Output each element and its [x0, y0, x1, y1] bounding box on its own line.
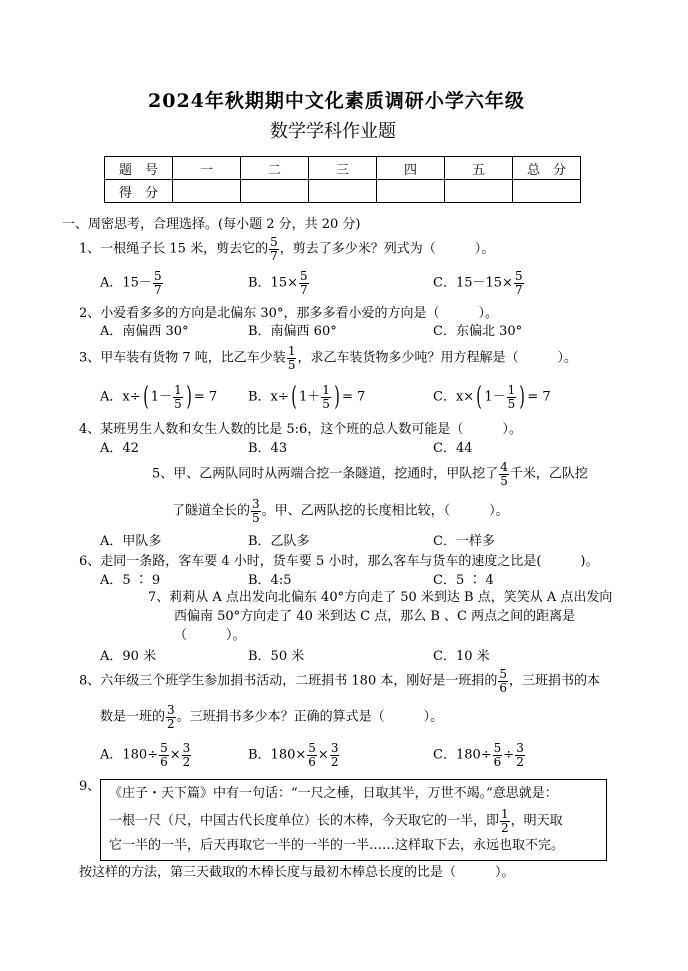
quote-line-3: 它一半的一半，后天再取它一半的一半的一半……这样取下去，永远也取不完。: [109, 838, 565, 853]
table-cell: 得 分: [105, 180, 173, 203]
q2-option-c: C．东偏北 30°: [433, 324, 523, 339]
page-title: 2024年秋期期中文化素质调研小学六年级: [148, 90, 525, 112]
table-cell: 二: [241, 157, 309, 180]
q8-option-c: C．180÷ $\frac{5}{6}$ ÷ $\frac{3}{2}$: [433, 741, 524, 769]
question-8-line2: 数是一班的 $\frac{3}{2}$ 。三班捐书多少本？正确的算式是（ ）。: [100, 703, 444, 731]
table-cell: 总 分: [513, 157, 581, 180]
q5-option-c: C．一样多: [433, 534, 495, 549]
score-cell: [513, 180, 581, 203]
section-heading: 一、周密思考，合理选择。(每小题 2 分，共 20 分): [62, 217, 361, 232]
score-table-header-row: [105, 157, 581, 180]
table-cell: 三: [309, 157, 377, 180]
question-7-line2: 西偏南 50°方向走了 40 米到达 C 点，那么 B 、C 两点之间的距离是: [174, 609, 576, 624]
question-8: 8、六年级三个班学生参加捐书活动，二班捐书 180 本，刚好是一班捐的 $\frac{5}{6}$ ，三班捐书的本: [79, 667, 601, 695]
question-7-line3: （ ）。: [174, 628, 246, 643]
q8-option-a: A．180÷ $\frac{5}{6}$ × $\frac{3}{2}$: [100, 741, 191, 769]
score-cell: [377, 180, 445, 203]
question-5: 5、甲、乙两队同时从两端合挖一条隧道，挖通时，甲队挖了 $\frac{4}{5}$ 千米，乙队挖: [152, 460, 588, 488]
question-4: 4、某班男生人数和女生人数的比是 5:6，这个班的总人数可能是（ ）。: [79, 422, 522, 437]
score-table: [104, 156, 581, 203]
table-cell: 题 号: [105, 157, 173, 180]
question-7: 7、莉莉从 A 点出发向北偏东 40°方向走了 50 米到达 B 点，笑笑从 A 点出发向: [148, 590, 613, 605]
fraction: $\frac{5}{7}$: [270, 235, 278, 263]
question-3: 3、甲车装有货物 7 吨，比乙车少装 $\frac{1}{5}$ ，求乙车装货物多少吨？用方程解是（ ）。: [79, 344, 577, 372]
q8-option-b: B．180× $\frac{5}{6}$ × $\frac{3}{2}$: [248, 741, 339, 769]
question-2: 2、小爱看多多的方向是北偏东 30°，那多多看小爱的方向是（ ）。: [79, 306, 498, 321]
q2-option-b: B．南偏西 60°: [248, 324, 337, 339]
question-9-text: 按这样的方法，第三天截取的木棒长度与最初木棒总长度的比是（ ）。: [79, 865, 515, 880]
q7-option-c: C．10 米: [433, 649, 490, 664]
question-5-line2: 了隧道全长的 $\frac{3}{5}$ 。甲、乙两队挖的长度相比较，（ ）。: [172, 497, 509, 525]
table-cell: 四: [377, 157, 445, 180]
score-cell: [173, 180, 241, 203]
quote-line-2: 一根一尺（尺，中国古代长度单位）长的木棒，今天取它的一半，即 $\frac{1}{2}$ ，明天取: [109, 807, 563, 835]
quote-line-1: 《庄子・天下篇》中有一句话：“一尺之棰，日取其半，万世不竭。”意思就是：: [109, 786, 558, 801]
question-6: 6、走同一条路，客车要 4 小时，货车要 5 小时，那么客车与货车的速度之比是( )。: [79, 554, 599, 569]
q1-option-b: B．15× $\frac{5}{7}$: [248, 269, 308, 297]
q1-text-end: ，剪去了多少米？列式为（ ）。: [279, 241, 495, 257]
q1-option-a: A．15－ $\frac{5}{7}$: [100, 269, 162, 297]
q7-option-b: B．50 米: [248, 649, 305, 664]
q1-text: 1、一根绳子长 15 米，剪去它的: [79, 241, 269, 257]
question-1: [79, 236, 494, 262]
q2-option-a: A．南偏西 30°: [100, 324, 189, 339]
q4-option-a: A．42: [100, 441, 139, 456]
q4-option-b: B．43: [248, 441, 288, 456]
table-cell: 五: [445, 157, 513, 180]
q5-option-a: A．甲队多: [100, 534, 162, 549]
q3-option-b: B．x÷( 1＋ $\frac{1}{5}$ ) = 7: [248, 382, 366, 413]
quote-box: [100, 779, 607, 861]
score-cell: [445, 180, 513, 203]
q6-option-b: B．4:5: [248, 573, 292, 588]
q7-option-a: A．90 米: [100, 649, 157, 664]
q5-option-b: B．乙队多: [248, 534, 310, 549]
score-table-score-row: [105, 180, 581, 203]
score-cell: [241, 180, 309, 203]
q3-option-c: C．x×( 1－ $\frac{1}{5}$ ) = 7: [433, 382, 551, 413]
q6-option-c: C．5 ∶ 4: [433, 573, 494, 588]
page-subtitle: 数学学科作业题: [270, 121, 396, 142]
q1-option-c: C．15－15× $\frac{5}{7}$: [433, 269, 523, 297]
q4-option-c: C．44: [433, 441, 473, 456]
q6-option-a: A．5 ∶ 9: [100, 573, 161, 588]
table-cell: 一: [173, 157, 241, 180]
score-cell: [309, 180, 377, 203]
q3-option-a: A．x÷( 1－ $\frac{1}{5}$ ) = 7: [100, 382, 218, 413]
question-9-number: 9、: [79, 779, 101, 794]
